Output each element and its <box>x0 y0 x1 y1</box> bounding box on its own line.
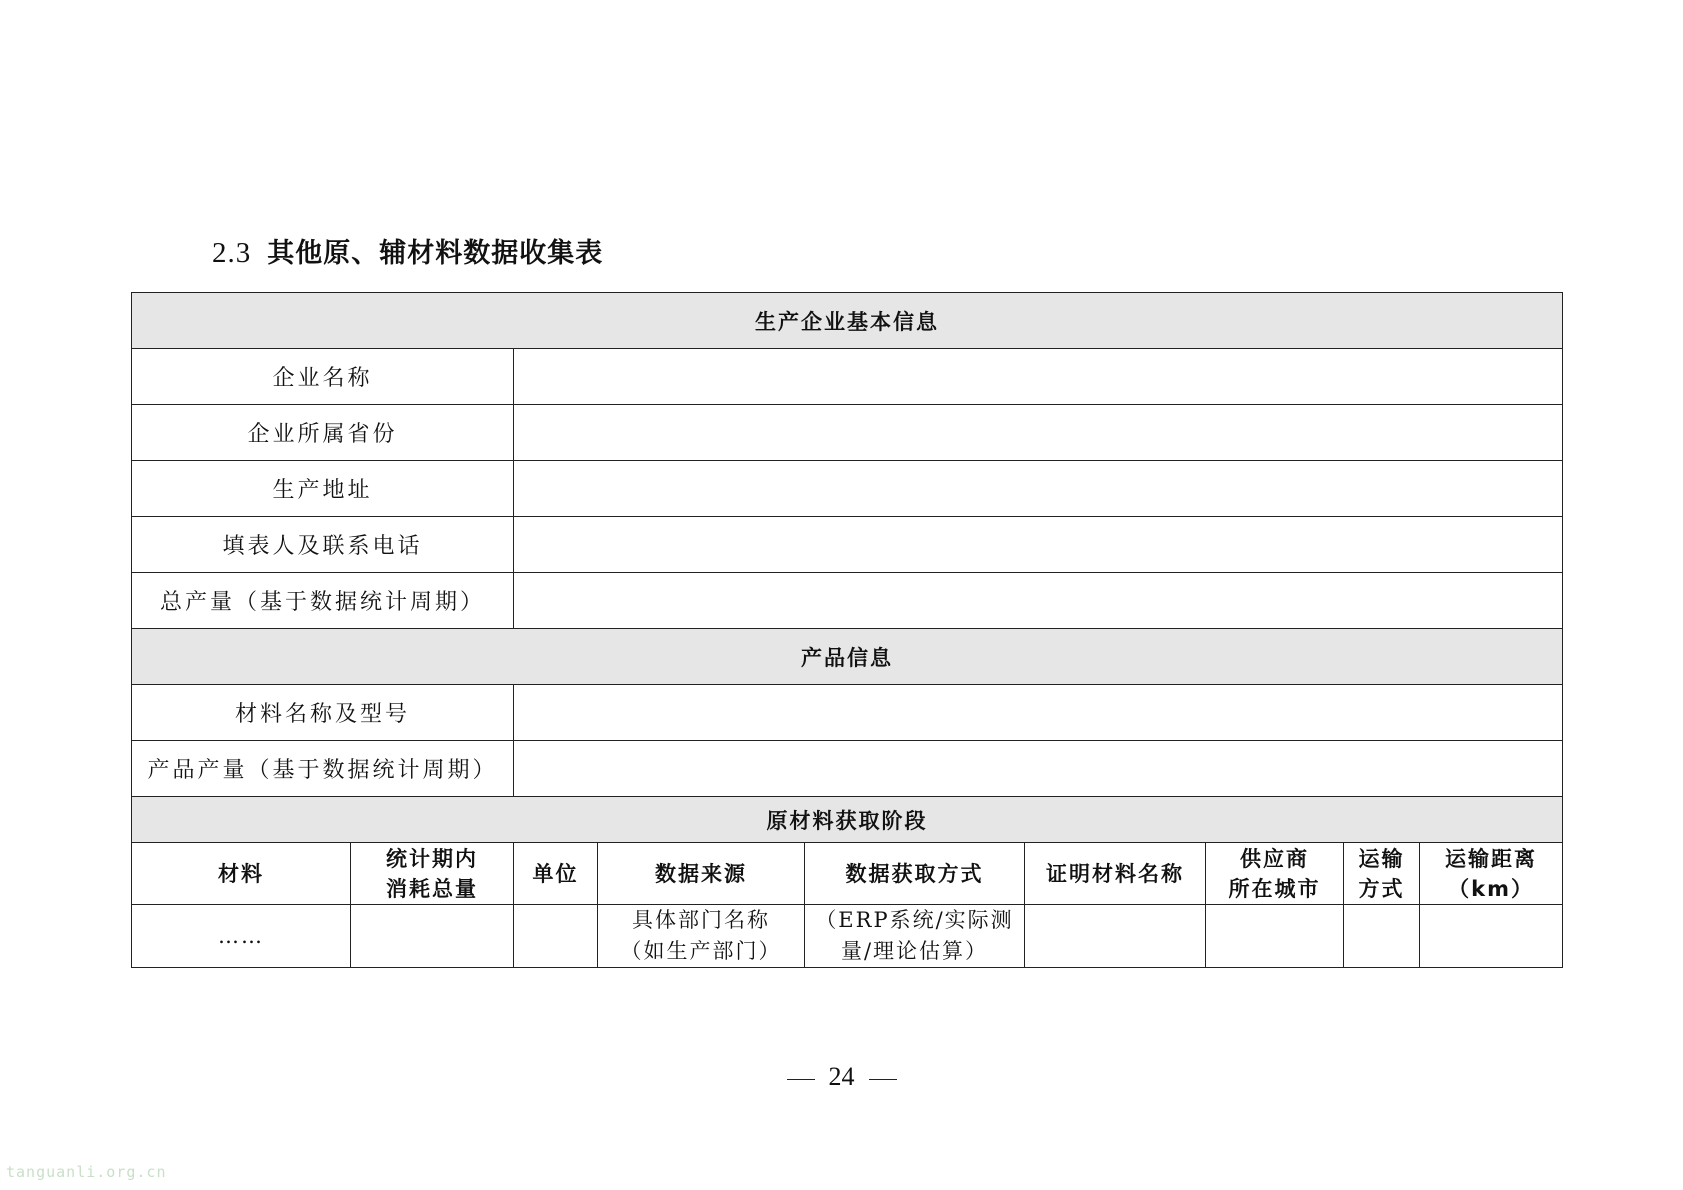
label-contact: 填表人及联系电话 <box>132 517 514 573</box>
table-row <box>132 405 1563 461</box>
value-total-output[interactable] <box>514 573 1563 629</box>
label-company-name: 企业名称 <box>132 349 514 405</box>
col-header-transport-mode: 运输 方式 <box>1344 843 1420 905</box>
col-header-total: 统计期内 消耗总量 <box>351 843 514 905</box>
label-product-output: 产品产量（基于数据统计周期） <box>132 741 514 797</box>
value-material-model[interactable] <box>514 685 1563 741</box>
col-header-transport-distance: 运输距离 （km） <box>1420 843 1563 905</box>
section-row <box>132 293 1563 349</box>
label-material-model: 材料名称及型号 <box>132 685 514 741</box>
col-header-supplier-city: 供应商 所在城市 <box>1206 843 1344 905</box>
cell-method[interactable]: （ERP系统/实际测 量/理论估算） <box>805 905 1025 968</box>
value-company-name[interactable] <box>514 349 1563 405</box>
data-collection-table <box>131 292 1563 968</box>
table-row <box>132 461 1563 517</box>
value-address[interactable] <box>514 461 1563 517</box>
table-row <box>132 573 1563 629</box>
col-header-unit: 单位 <box>514 843 598 905</box>
value-province[interactable] <box>514 405 1563 461</box>
table-row <box>132 905 1563 968</box>
section-number: 2.3 <box>212 237 252 269</box>
table-row <box>132 349 1563 405</box>
table-row <box>132 685 1563 741</box>
page-number: 24 <box>828 1062 855 1091</box>
col-header-proof: 证明材料名称 <box>1025 843 1206 905</box>
cell-transport-mode[interactable] <box>1344 905 1420 968</box>
section-row <box>132 629 1563 685</box>
watermark: tanguanli.org.cn <box>6 1163 167 1181</box>
label-total-output: 总产量（基于数据统计周期） <box>132 573 514 629</box>
table-row <box>132 741 1563 797</box>
section-header-product-info: 产品信息 <box>132 629 1563 685</box>
col-header-method: 数据获取方式 <box>805 843 1025 905</box>
section-title: 其他原、辅材料数据收集表 <box>267 238 604 269</box>
cell-proof[interactable] <box>1025 905 1206 968</box>
footer-dash-left <box>787 1079 815 1080</box>
footer-dash-right <box>869 1079 897 1080</box>
section-row <box>132 797 1563 843</box>
label-province: 企业所属省份 <box>132 405 514 461</box>
cell-source[interactable]: 具体部门名称 （如生产部门） <box>598 905 805 968</box>
page-footer <box>0 1062 1683 1092</box>
cell-total[interactable] <box>351 905 514 968</box>
section-heading <box>212 232 603 274</box>
section-header-basic-info: 生产企业基本信息 <box>132 293 1563 349</box>
value-contact[interactable] <box>514 517 1563 573</box>
cell-material[interactable]: …… <box>132 905 351 968</box>
header-row <box>132 843 1563 905</box>
label-address: 生产地址 <box>132 461 514 517</box>
col-header-material: 材料 <box>132 843 351 905</box>
value-product-output[interactable] <box>514 741 1563 797</box>
table-row <box>132 517 1563 573</box>
section-header-raw-stage: 原材料获取阶段 <box>132 797 1563 843</box>
cell-supplier-city[interactable] <box>1206 905 1344 968</box>
cell-unit[interactable] <box>514 905 598 968</box>
col-header-source: 数据来源 <box>598 843 805 905</box>
cell-transport-distance[interactable] <box>1420 905 1563 968</box>
